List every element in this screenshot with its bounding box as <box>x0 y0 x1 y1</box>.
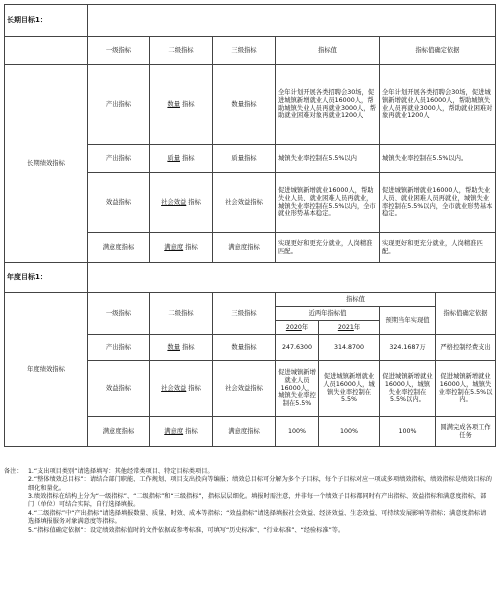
note-item: 5.“指标值确定依据”：设定绩效指标值时的文件依据或参考标准，可填写“历史标准”、“行业标准”、“经验标准”等。 <box>28 526 345 534</box>
notes <box>4 468 492 535</box>
long-term-blank-header <box>5 37 88 65</box>
lt-row3-value: 促进城镇新增就业16000人，帮助失业人员、就业困难人员再就业，城镇失业率控制在5.5%以内，全市就业形势基本稳定。 <box>276 173 380 233</box>
performance-table <box>4 4 496 447</box>
lt-row3-l3: 社会效益指标 <box>213 173 276 233</box>
col-header-l3: 三级指标 <box>213 37 276 65</box>
lt-row2-basis: 城镇失业率控制在5.5%以内。 <box>380 145 496 173</box>
an-row3-2020: 100% <box>276 417 319 447</box>
lt-row1-l1: 产出指标 <box>88 65 150 145</box>
lt-row3-basis: 促进城镇新增就业16000人，帮助失业人员、就业困难人员再就业，城镇失业率控制在5.5%以内，全市就业形势基本稳定。 <box>380 173 496 233</box>
annual-col-value: 指标值 <box>276 293 436 307</box>
note-item: 4.“二级指标”中“产出指标”请选择填报数量、质量、时效、成本等指标；“效益指标”请选择填报社会效益、经济效益、生态效益、可持续发展影响等指标；满意度指标请选择填报服务对象满意度等指标。 <box>28 509 487 526</box>
an-row1-l3: 数量指标 <box>213 335 276 361</box>
annual-col-year1: 2020年 <box>276 321 319 335</box>
col-header-basis: 指标值确定依据 <box>380 37 496 65</box>
lt-row2-value: 城镇失业率控制在5.5%以内 <box>276 145 380 173</box>
an-row1-forecast: 324.1687万 <box>380 335 436 361</box>
lt-row1-l3: 数量指标 <box>213 65 276 145</box>
annual-col-year2: 2021年 <box>319 321 380 335</box>
lt-row4-value: 实现更好和更充分就业，人岗精准匹配。 <box>276 233 380 263</box>
an-row2-l2: 社会效益 指标 <box>150 361 213 417</box>
lt-row1-basis: 全年计划开展各类招聘会30场，促进城镇新增就业人员16000人，帮助城镇失业人员再就业3000人，帮助就业困难对象再就业1200人 <box>380 65 496 145</box>
an-row3-l3: 满意度指标 <box>213 417 276 447</box>
lt-row1-value: 全年计划开展各类招聘会30场，促进城镇新增就业人员16000人，帮助城镇失业人员再就业3000人，帮助就业困难对象再就业1200人 <box>276 65 380 145</box>
an-row3-l2: 满意度 指标 <box>150 417 213 447</box>
lt-row4-l1: 满意度指标 <box>88 233 150 263</box>
lt-row4-basis: 实现更好和更充分就业，人岗精准匹配。 <box>380 233 496 263</box>
long-term-section-label: 长期绩效指标 <box>5 65 88 263</box>
annual-col-l2: 二级指标 <box>150 293 213 335</box>
an-row3-forecast: 100% <box>380 417 436 447</box>
an-row1-l1: 产出指标 <box>88 335 150 361</box>
an-row2-basis: 促进城镇新增就业16000人，城镇失业率控制在5.5%以内。 <box>436 361 496 417</box>
an-row1-basis: 严格控制经费支出 <box>436 335 496 361</box>
lt-row2-l1: 产出指标 <box>88 145 150 173</box>
col-header-l1: 一级指标 <box>88 37 150 65</box>
note-item: 2.“整体绩效总目标”：请结合部门职能、工作规划、项目支出投向等编报；绩效总目标可分解为多个子目标，每个子目标对应一项或多项绩效指标，绩效指标是绩效目标的细化和量化。 <box>28 476 492 492</box>
an-row3-2021: 100% <box>319 417 380 447</box>
notes-label: 备注： <box>4 468 23 475</box>
lt-row2-l3: 质量指标 <box>213 145 276 173</box>
an-row2-l1: 效益指标 <box>88 361 150 417</box>
an-row2-l3: 社会效益指标 <box>213 361 276 417</box>
an-row3-l1: 满意度指标 <box>88 417 150 447</box>
an-row1-2021: 314.8700 <box>319 335 380 361</box>
lt-row2-l2: 质量 指标 <box>150 145 213 173</box>
lt-row4-l3: 满意度指标 <box>213 233 276 263</box>
col-header-value: 指标值 <box>276 37 380 65</box>
col-header-l2: 二级指标 <box>150 37 213 65</box>
annual-col-basis: 指标值确定依据 <box>436 293 496 335</box>
annual-col-l1: 一级指标 <box>88 293 150 335</box>
annual-col-recent: 近两年指标值 <box>276 307 380 321</box>
lt-row4-l2: 满意度 指标 <box>150 233 213 263</box>
annual-col-l3: 三级指标 <box>213 293 276 335</box>
an-row2-2021: 促进城镇新增就业人员16000人，城镇失业率控制在5.5% <box>319 361 380 417</box>
an-row1-l2: 数量 指标 <box>150 335 213 361</box>
long-term-target-value <box>88 5 496 37</box>
an-row2-2020: 促进城镇新增就业人员16000人，城镇失业率控制在5.5% <box>276 361 319 417</box>
annual-target-label: 年度目标1： <box>5 263 88 293</box>
note-text: 1.“支出项目类别”请选择填写：其他经常类项目、特定目标类项目。 <box>28 468 214 475</box>
annual-section-label: 年度绩效指标 <box>5 293 88 447</box>
annual-target-value <box>88 263 496 293</box>
annual-col-forecast: 预期当年实现值 <box>380 307 436 335</box>
lt-row3-l1: 效益指标 <box>88 173 150 233</box>
note-item: 3.绩效指标在结构上分为“一级指标”、“二级指标”和“三级指标”，指标层层细化。填报时需注意，并非每一个绩效子目标都同时有产出指标、效益指标和满意度指标，部门（单位）可结合实际，自行选择填报。 <box>28 493 487 509</box>
an-row2-forecast: 促进城镇新增就业16000人，城镇失业率控制在5.5%以内。 <box>380 361 436 417</box>
lt-row3-l2: 社会效益 指标 <box>150 173 213 233</box>
long-term-target-label: 长期目标1： <box>5 5 88 37</box>
an-row3-basis: 圆满完成各项工作任务 <box>436 417 496 447</box>
lt-row1-l2: 数量 指标 <box>150 65 213 145</box>
an-row1-2020: 247.6300 <box>276 335 319 361</box>
